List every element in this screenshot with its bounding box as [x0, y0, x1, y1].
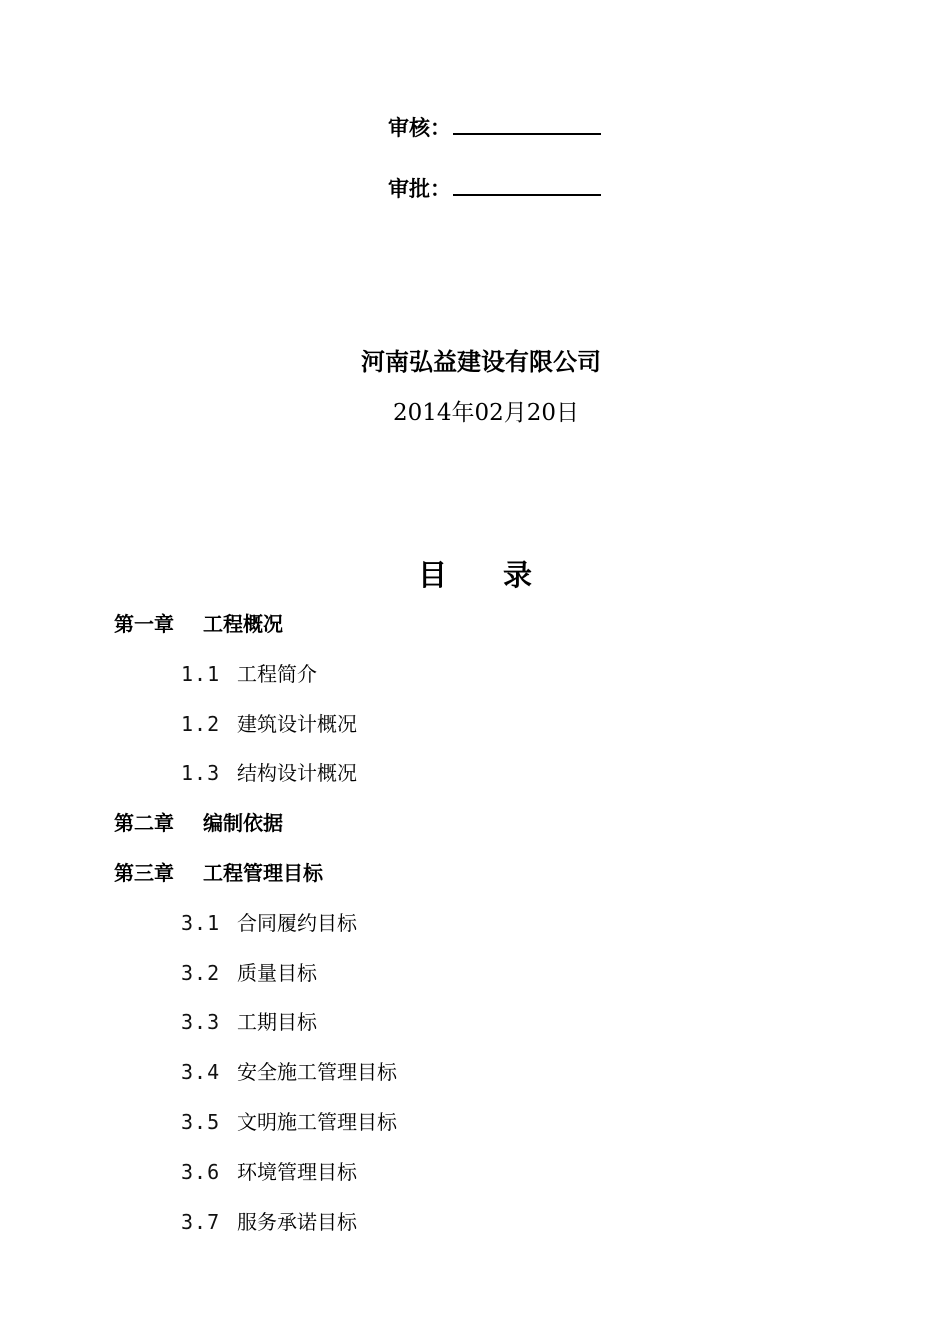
toc-entry-number: 3.5: [181, 1110, 221, 1134]
toc-entry-number: 3.2: [181, 961, 221, 985]
toc-entry-title: 编制依据: [203, 811, 283, 835]
toc-chapter-entry[interactable]: [114, 859, 323, 887]
toc-entry-title: 结构设计概况: [237, 761, 357, 785]
company-name: 河南弘益建设有限公司: [361, 348, 601, 376]
toc-section-entry[interactable]: [181, 959, 317, 987]
toc-section-entry[interactable]: [181, 909, 357, 937]
approve-blank: [453, 174, 601, 196]
toc-section-entry[interactable]: [181, 1058, 397, 1086]
toc-entry-title: 工程概况: [203, 612, 283, 636]
toc-entry-number: 3.4: [181, 1060, 221, 1084]
approve-signature-line: [388, 174, 601, 203]
toc-section-entry[interactable]: [181, 710, 357, 738]
toc-entry-title: 质量目标: [237, 961, 317, 985]
toc-entry-number: 1.2: [181, 712, 221, 736]
toc-title: 目录: [417, 558, 588, 592]
toc-section-entry[interactable]: [181, 1108, 397, 1136]
toc-entry-number: 第三章: [114, 861, 174, 885]
toc-entry-title: 工程管理目标: [203, 861, 323, 885]
toc-entry-title: 建筑设计概况: [237, 712, 357, 736]
review-label: 审核：: [388, 116, 451, 140]
toc-section-entry[interactable]: [181, 759, 357, 787]
toc-entry-title: 环境管理目标: [237, 1160, 357, 1184]
toc-entry-title: 安全施工管理目标: [237, 1060, 397, 1084]
toc-entry-number: 3.3: [181, 1010, 221, 1034]
toc-section-entry[interactable]: [181, 660, 317, 688]
approve-label: 审批：: [388, 177, 451, 201]
toc-chapter-entry[interactable]: [114, 610, 283, 638]
toc-entry-number: 第一章: [114, 612, 174, 636]
toc-section-entry[interactable]: [181, 1008, 317, 1036]
toc-entry-number: 3.7: [181, 1210, 221, 1234]
toc-chapter-entry[interactable]: [114, 809, 283, 837]
toc-entry-title: 工期目标: [237, 1010, 317, 1034]
toc-section-entry[interactable]: [181, 1158, 357, 1186]
toc-entry-number: 3.6: [181, 1160, 221, 1184]
toc-section-entry[interactable]: [181, 1208, 357, 1236]
review-blank: [453, 113, 601, 135]
toc-entry-number: 1.1: [181, 662, 221, 686]
toc-entry-title: 工程简介: [237, 662, 317, 686]
toc-entry-title: 服务承诺目标: [237, 1210, 357, 1234]
toc-entry-title: 合同履约目标: [237, 911, 357, 935]
document-date: 2014年02月20日: [392, 400, 580, 426]
toc-entry-number: 1.3: [181, 761, 221, 785]
toc-entry-number: 3.1: [181, 911, 221, 935]
toc-entry-title: 文明施工管理目标: [237, 1110, 397, 1134]
review-signature-line: [388, 113, 601, 142]
toc-entry-number: 第二章: [114, 811, 174, 835]
